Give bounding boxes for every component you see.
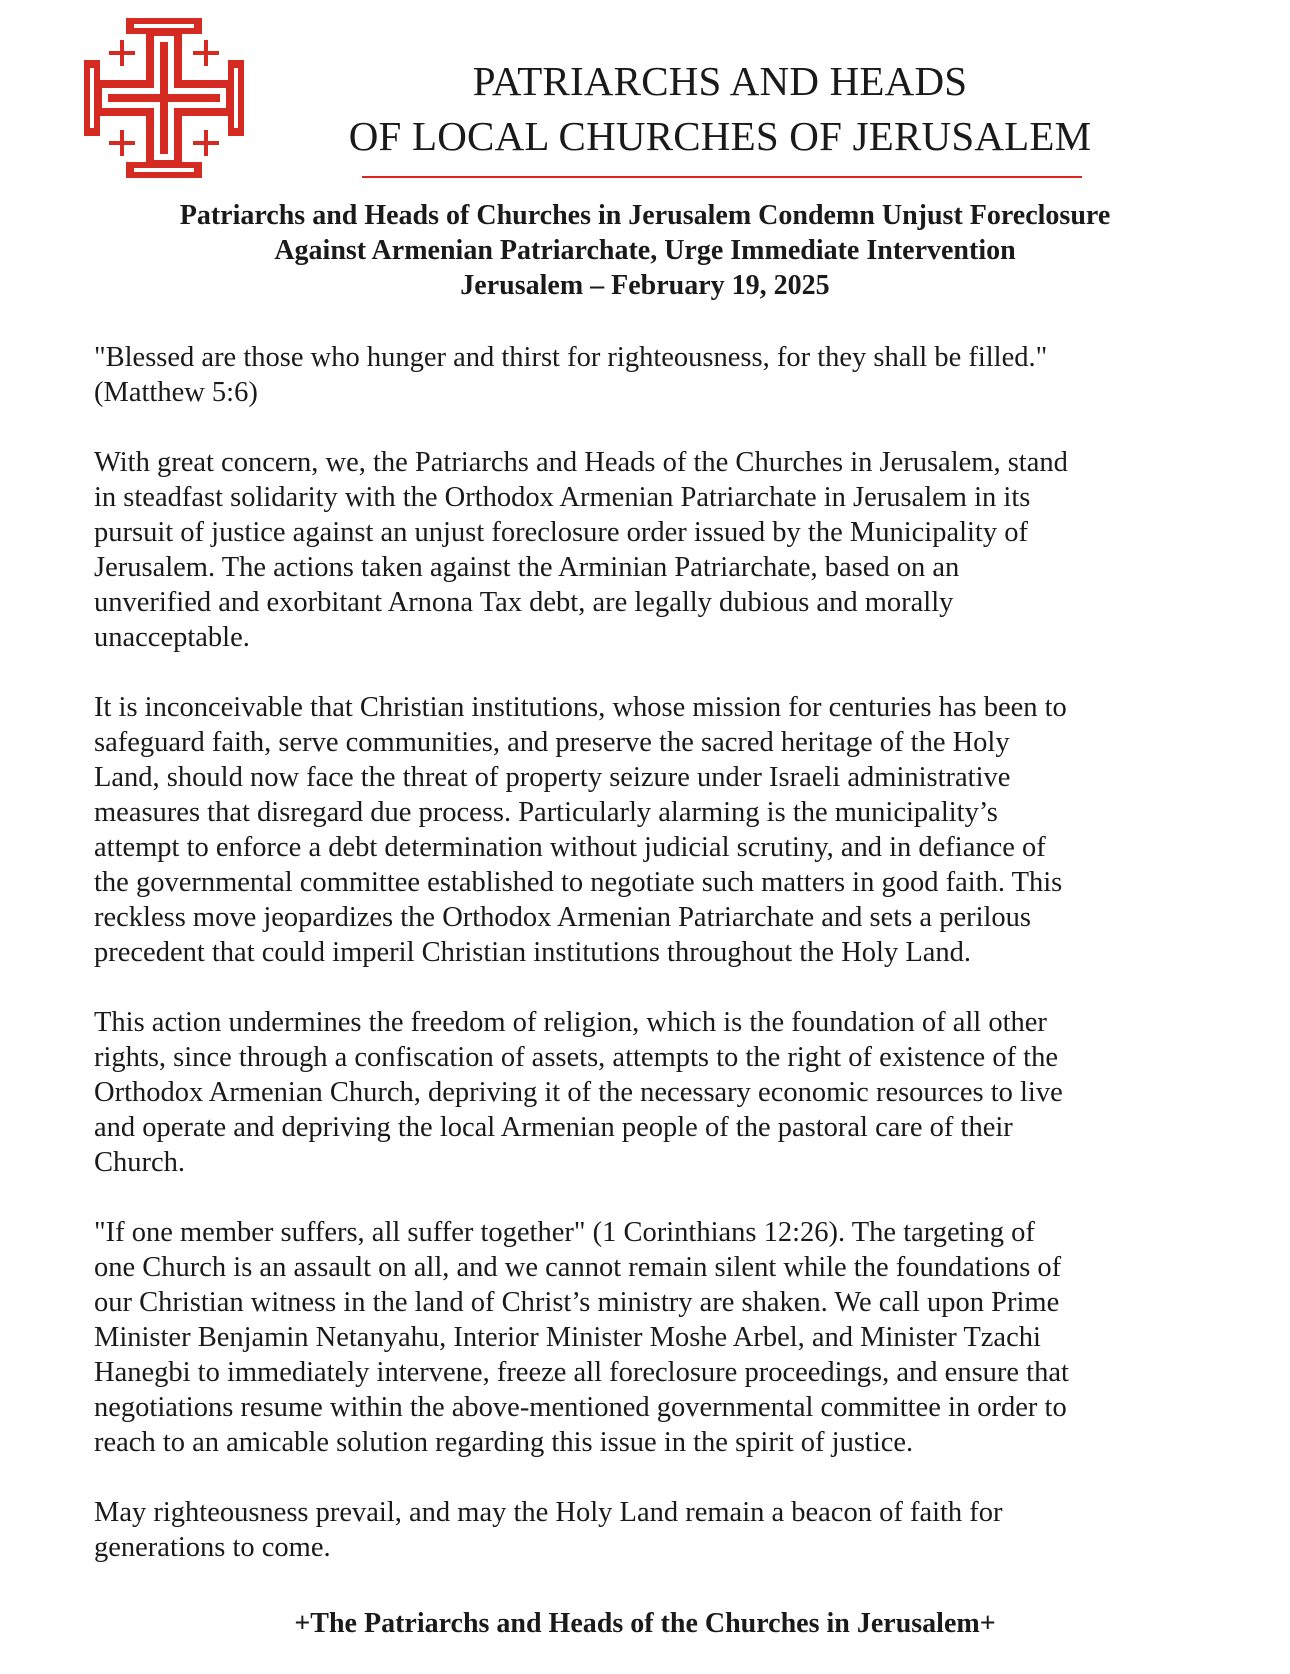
statement-body (94, 340, 1204, 1600)
concern-paragraph (94, 445, 1204, 655)
text-line: attempt to enforce a debt determination without judicial scrutiny, and in defiance of (94, 832, 1046, 863)
text-line: the governmental committee established to negotiate such matters in good faith. This (94, 867, 1063, 898)
organization-name-line: OF LOCAL CHURCHES OF JERUSALEM (348, 113, 1092, 159)
call-to-action-paragraph (94, 1215, 1204, 1460)
text-line: May righteousness prevail, and may the Holy Land remain a beacon of faith for (94, 1497, 1003, 1528)
closing-paragraph (94, 1495, 1204, 1565)
text-line: Land, should now face the threat of property seizure under Israeli administrative (94, 762, 1011, 793)
text-line: reckless move jeopardizes the Orthodox Armenian Patriarchate and sets a perilous (94, 902, 1032, 933)
signature-line: +The Patriarchs and Heads of the Churches in Jerusalem+ (294, 1608, 996, 1639)
text-line: Orthodox Armenian Church, depriving it of the necessary economic resources to live (94, 1077, 1063, 1108)
jerusalem-cross-icon (84, 18, 244, 178)
freedom-of-religion-paragraph (94, 1005, 1204, 1180)
headline-line: Against Armenian Patriarchate, Urge Immediate Intervention (274, 235, 1016, 266)
text-line: (Matthew 5:6) (94, 377, 258, 408)
text-line: and operate and depriving the local Armenian people of the pastoral care of their (94, 1112, 1013, 1143)
text-line: Church. (94, 1147, 186, 1178)
text-line: negotiations resume within the above-mentioned governmental committee in order to (94, 1392, 1067, 1423)
press-release-headline (60, 198, 1230, 303)
dateline: Jerusalem – February 19, 2025 (460, 270, 830, 301)
institutions-paragraph (94, 690, 1204, 970)
header-divider (362, 176, 1082, 178)
text-line: "If one member suffers, all suffer together" (1 Corinthians 12:26). The targeting of (94, 1217, 1035, 1248)
text-line: It is inconceivable that Christian institutions, whose mission for centuries has been to (94, 692, 1067, 723)
text-line: rights, since through a confiscation of assets, attempts to the right of existence of the (94, 1042, 1059, 1073)
text-line: unacceptable. (94, 622, 250, 653)
text-line: precedent that could imperil Christian institutions throughout the Holy Land. (94, 937, 972, 968)
headline-line: Patriarchs and Heads of Churches in Jerusalem Condemn Unjust Foreclosure (179, 200, 1111, 231)
text-line: "Blessed are those who hunger and thirst for righteousness, for they shall be filled." (94, 342, 1048, 373)
text-line: With great concern, we, the Patriarchs and Heads of the Churches in Jerusalem, stand (94, 447, 1068, 478)
text-line: This action undermines the freedom of religion, which is the foundation of all other (94, 1007, 1047, 1038)
text-line: safeguard faith, serve communities, and preserve the sacred heritage of the Holy (94, 727, 1010, 758)
text-line: pursuit of justice against an unjust foreclosure order issued by the Municipality of (94, 517, 1028, 548)
text-line: Minister Benjamin Netanyahu, Interior Minister Moshe Arbel, and Minister Tzachi (94, 1322, 1041, 1353)
organization-name-line: PATRIARCHS AND HEADS (472, 58, 968, 104)
text-line: measures that disregard due process. Particularly alarming is the municipality’s (94, 797, 998, 828)
text-line: reach to an amicable solution regarding this issue in the spirit of justice. (94, 1427, 914, 1458)
text-line: our Christian witness in the land of Christ’s ministry are shaken. We call upon Prime (94, 1287, 1060, 1318)
text-line: in steadfast solidarity with the Orthodox Armenian Patriarchate in Jerusalem in its (94, 482, 1031, 513)
text-line: unverified and exorbitant Arnona Tax debt, are legally dubious and morally (94, 587, 954, 618)
text-line: one Church is an assault on all, and we cannot remain silent while the foundations of (94, 1252, 1062, 1283)
scripture-quote-paragraph (94, 340, 1204, 410)
text-line: Hanegbi to immediately intervene, freeze all foreclosure proceedings, and ensure that (94, 1357, 1069, 1388)
organization-name (340, 54, 1100, 164)
text-line: generations to come. (94, 1532, 331, 1563)
text-line: Jerusalem. The actions taken against the Arminian Patriarchate, based on an (94, 552, 960, 583)
